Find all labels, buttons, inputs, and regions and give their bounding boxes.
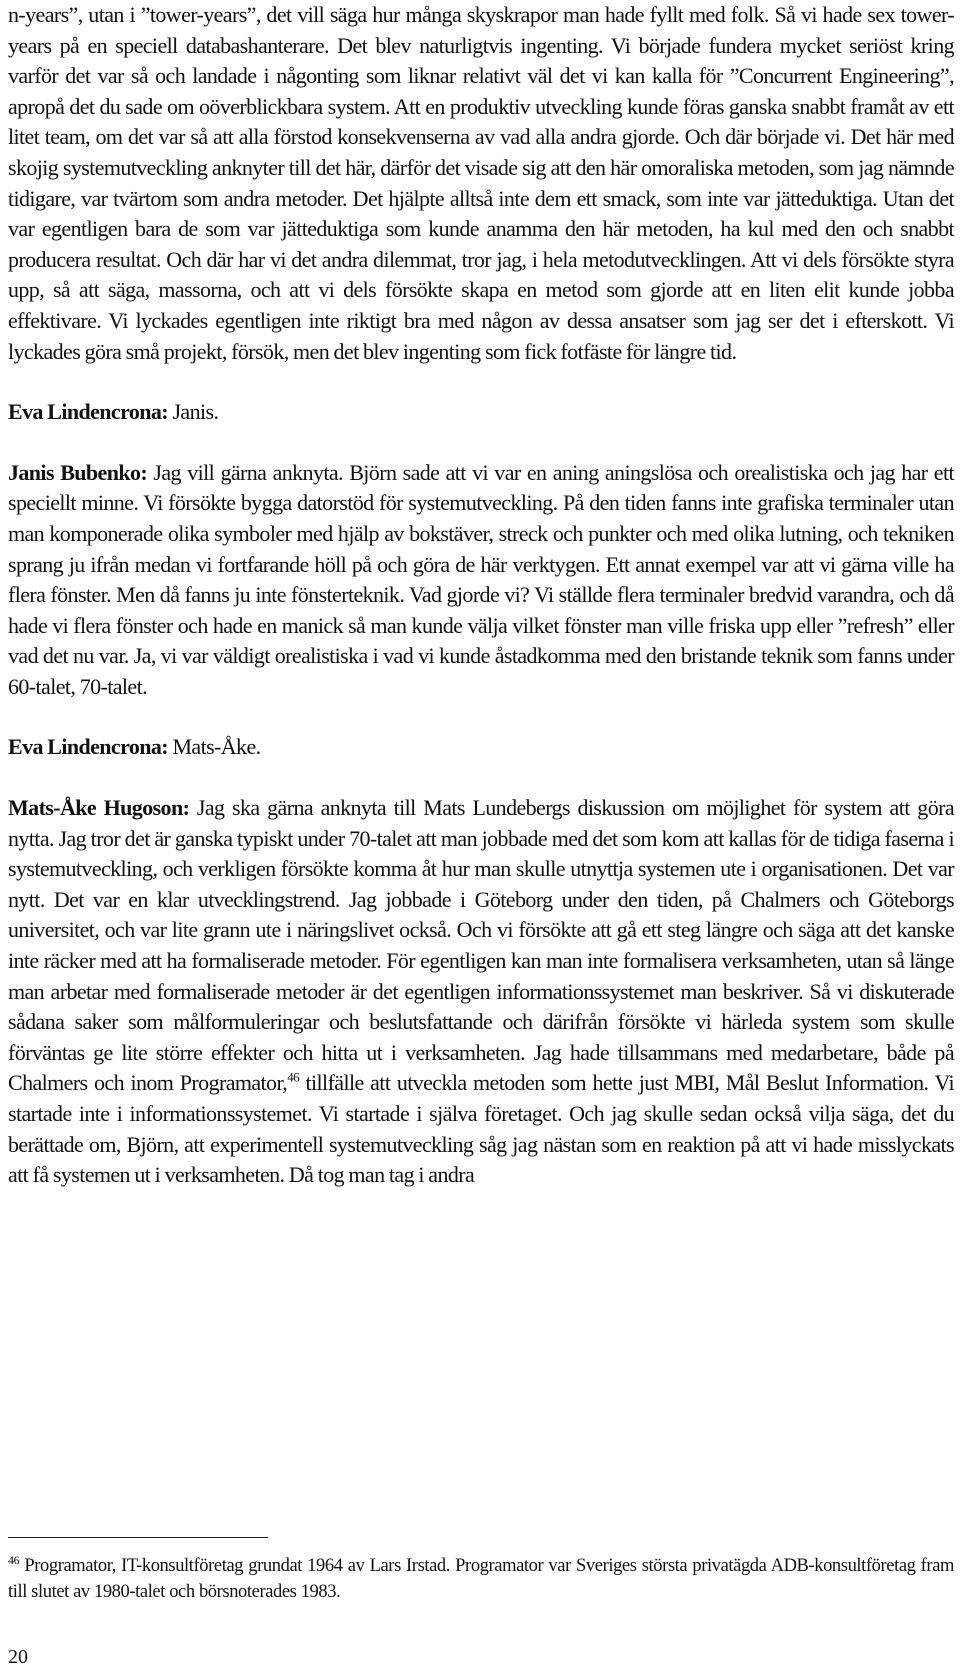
footnote-text: Programator, IT-konsultföretag grundat 1964 av Lars Irstad. Programator var Sveriges största privatägda ADB-konsultföretag fram till slutet av 1980-talet och börsnoterades 1983. (8, 1556, 954, 1602)
paragraph-speaker-turn (8, 397, 954, 428)
paragraph-continuation (8, 0, 954, 367)
paragraph-speaker-turn (8, 458, 954, 703)
paragraph-speaker-turn (8, 732, 954, 763)
speaker-name: Eva Lindencrona: (8, 399, 169, 425)
speaker-name: Janis Bubenko: (8, 459, 148, 485)
footnote-number: 46 (8, 1552, 20, 1567)
speaker-text: Jag vill gärna anknyta. Björn sade att vi var en aning aningslösa och orealistiska och jag har ett speciellt minne. Vi försökte bygga datorstöd för systemutveckling. På den tiden fanns inte grafiska terminaler utan man komponerade olika symboler med hjälp av bokstäver, streck och punkter och med olika lutning, och tekniken sprang ju ifrån medan vi fortfarande höll på och göra de här verktygen. Ett annat exempel var att vi gärna ville ha flera fönster. Men då fanns ju inte fönsterteknik. Vad gjorde vi? Vi ställde flera terminaler bredvid varandra, och då hade vi flera fönster och hade en manick så man kunde välja vilket fönster man ville friska upp eller ”refresh” eller vad det nu var. Ja, vi var väldigt orealistiska i vad vi kunde åstadkomma med den bristande teknik som fanns under 60-talet, 70-talet. (8, 459, 954, 699)
footnote-divider (8, 1537, 268, 1538)
footnote-reference[interactable]: 46 (287, 1070, 300, 1086)
speaker-text: Mats-Åke. (172, 734, 261, 760)
speaker-text-continued: tillfälle att utveckla metoden som hette just MBI, Mål Beslut Information. Vi startade inte i informationssystemet. Vi startade i själva företaget. Och jag skulle sedan också vilja säga, det du berättade om, Björn, att experimentell systemutveckling såg jag nästan som en reaktion på att vi hade misslyckats att få systemen ut i verksamheten. Då tog man tag i andra (8, 1070, 954, 1188)
paragraph-text: n-years”, utan i ”tower-years”, det vill säga hur många skyskrapor man hade fyllt med folk. Så vi hade sex tower-years på en speciell databashanterare. Det blev naturligtvis ingenting. Vi började fundera mycket seriöst kring varför det var så och landade i någonting som liknar relativt väl det vi kan kalla för ”Concurrent Engineering”, apropå det du sade om oöverblickbara system. Att en produktiv utveckling kunde föras ganska snabbt framåt av ett litet team, om det var så att alla förstod konsekvenserna av vad alla andra gjorde. Och där började vi. Det här med skojig systemutveckling anknyter till det här, därför det visade sig att den här omoraliska metoden, som jag nämnde tidigare, var tvärtom som andra metoder. Det hjälpte alltså inte dem ett smack, som inte var jätteduktiga. Utan det var egentligen bara de som var jätteduktiga som kunde anamma den här metoden, ha kul med den och snabbt producera resultat. Och där har vi det andra dilemmat, tror jag, i hela metodutvecklingen. Att vi dels försökte styra upp, så att säga, massorna, och att vi dels försökte skapa en metod som gjorde att en liten elit kunde jobba effektivare. Vi lyckades egentligen inte riktigt bra med någon av dessa ansatser som jag ser det i efterskott. Vi lyckades göra små projekt, försök, men det blev ingenting som fick fotfäste för längre tid. (8, 2, 954, 364)
speaker-name: Eva Lindencrona: (8, 734, 169, 760)
paragraph-speaker-turn (8, 793, 954, 1191)
page-number: 20 (8, 1646, 28, 1668)
footnote (8, 1553, 954, 1605)
speaker-text: Jag ska gärna anknyta till Mats Lundebergs diskussion om möjlighet för system att göra nytta. Jag tror det är ganska typiskt under 70-talet att man jobbade med det som kom att kallas för de tidiga faserna i systemutveckling, och verkligen försökte komma åt hur man skulle utnyttja systemen ute i organisationen. Det var nytt. Det var en klar utvecklingstrend. Jag jobbade i Göteborg under den tiden, på Chalmers och Göteborgs universitet, och var lite grann ute i näringslivet också. Och vi försökte att gå ett steg längre och säga att det kanske inte räcker med att ha formaliserade metoder. För egentligen kan man inte formalisera verksamheten, utan så länge man arbetar med formaliserade metoder är det egentligen informationssystemet man beskriver. Så vi diskuterade sådana saker som målformuleringar och beslutsfattande och därifrån försökte vi härleda system som skulle förväntas ge lite större effekter och hitta ut i verksamheten. Jag hade tillsammans med medarbetare, både på Chalmers och inom Programator, (8, 795, 954, 1096)
speaker-name: Mats-Åke Hugoson: (8, 795, 190, 821)
speaker-text: Janis. (172, 399, 219, 425)
body-text (8, 0, 954, 1221)
